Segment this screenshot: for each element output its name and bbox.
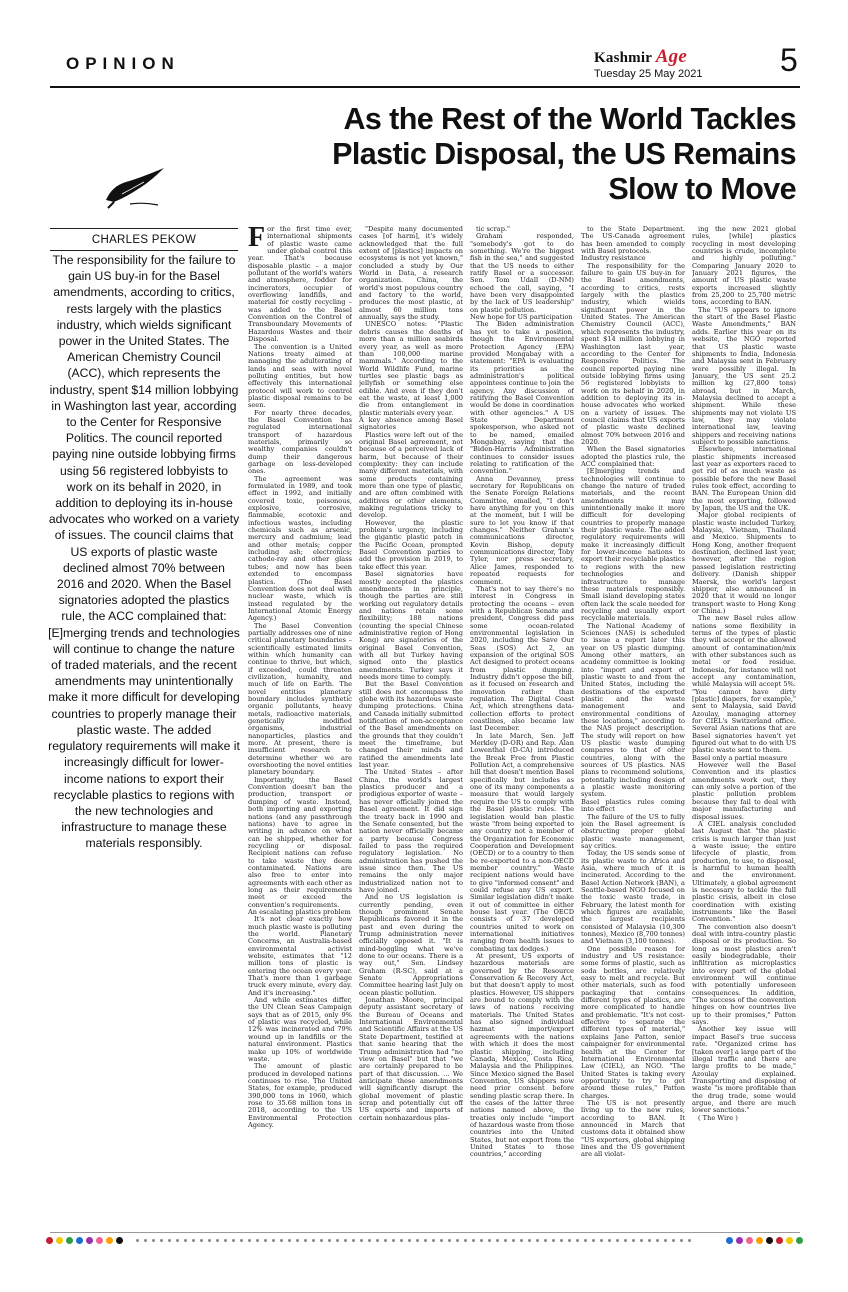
paragraph: However, the plastic problem's urgency, including the gigantic plastic patch in the Pacific Ocean, prompted Basel Convention parties to add the provision in 2019, to take effect this year. xyxy=(359,518,463,571)
separator-dot xyxy=(240,1239,243,1242)
subheading: Basel only a partial measure xyxy=(692,753,788,762)
separator-dot xyxy=(664,1239,667,1242)
paragraph: The National Academy of Sciences (NAS) is scheduled to issue a report later this year on US plastic dumping. Among other matters, an academy committee is looking into "import and export of plastic waste to and from the United States, including the destinations of the exported plastic and the waste management and environmental conditions of these locations," according to the NAS project description. The study will report on how US plastic waste dumping compares to that of other countries, along with the sources of US plastics. NAS plans to recommend solutions, potentially including design of a plastic waste monitoring system. xyxy=(581,621,685,799)
paragraph: The convention also doesn't deal with intra-country plastic disposal or its production. So long as most plastics aren't easily biodegradable, their infiltration as microplastics into every part of the global environment will continue with potentially unforeseen consequences. In addition, "The success of the convention hinges on how countries live up to their promises," Patton says. xyxy=(692,922,796,1027)
paragraph: However well the Basel Convention and its plastics amendments work out, they can only solve a portion of the plastic pollution problem because they fail to deal with major manufacturing and disposal issues. xyxy=(692,761,796,821)
separator-dot xyxy=(672,1239,675,1242)
separator-dot xyxy=(576,1239,579,1242)
separator-dot xyxy=(544,1239,547,1242)
drop-cap: F xyxy=(248,226,266,253)
separator-dot xyxy=(568,1239,571,1242)
separator-dot xyxy=(336,1239,339,1242)
pull-quote: The responsibility for the failure to gain US buy-in for the Basel amendments, according to critics, rests largely with the plastics industry, which wields significant power in the United States. The American Chemistry Council (ACC), which represents the industry, spent $14 million lobbying in Washington last year, according to the Center for Responsive Politics. The council reported paying nine outside lobbying firms using 56 registered lobbyists to work on its behalf in 2020, in addition to deploying its in-house advocates who worked on a variety of issues. The council claims that US exports of plastic waste declined almost 70% between 2016 and 2020. When the Basel signatories adopted the plastics rule, the ACC complained that: [E]merging trends and technologies will continue to change the nature of traded materials, and the recent amendments may unintentionally make it more difficult for developing countries to properly manage their plastic waste. The added regulatory requirements will make it increasingly difficult for lower-income nations to export their recyclable plastics to regions with the new technologies and infrastructure to manage these materials responsibly. xyxy=(48,253,240,851)
separator-dot xyxy=(392,1239,395,1242)
paragraph: That's not to say there's no interest in Congress in protecting the oceans – even with a Republican Senate and president, Congress did pass some ocean-related environmental legislation in 2020, including the Save Our Seas (SOS) Act 2, an expansion of the original SOS Act designed to protect oceans from plastic dumping. Industry didn't oppose the bill, as it focused on research and innovation rather than regulation. The Digital Coast Act, which strengthens data-collection efforts to protect coastlines, also became law last December. xyxy=(470,584,574,733)
separator-dot xyxy=(376,1239,379,1242)
separator-dot xyxy=(248,1239,251,1242)
paragraph: In late March, Sen. Jeff Merkley (D-OR) and Rep. Alan Lowenthal (D-CA) introduced the Break Free from Plastic Pollution Act, a comprehensive bill that doesn't mention Basel specifically but includes as one of its many components a measure that would largely require the US to comply with the Basel plastic rules. The legislation would ban plastic waste "from being exported to any country not a member of the Organization for Economic Cooperation and Development (OECD) or to a country to then be re-exported to a non-OECD member country." Waste recipient nations would have to give "informed consent" and could refuse any US export. Similar legislation didn't make it out of committee in either house last year. (The OECD consists of 37 developed countries united to work on international initiatives ranging from health issues to combating tax dodges.) xyxy=(470,731,574,953)
color-dot xyxy=(756,1237,763,1244)
paragraph: Basel signatories have mostly accepted the plastics amendments in principle, though the parties are still working out regulatory details and nations retain some flexibility; 188 nations (counting the special Chinese administrative region of Hong Kong) are signatories of the original Basel Convention, with all but Turkey having signed onto the plastics amendments. Turkey says it needs more time to comply. xyxy=(359,570,463,681)
separator-dot xyxy=(632,1239,635,1242)
separator-dot xyxy=(152,1239,155,1242)
separator-dot xyxy=(136,1239,139,1242)
separator-dot xyxy=(288,1239,291,1242)
paragraph: "Despite many documented cases [of harm], it's widely acknowledged that the full extent of [plastics] impacts on ecosystems is not yet known," concluded a study by Our World in Data, a research organization. China, the world's most populous country and factory to the world, produces the most plastic, at almost 60 million tons annually, says the study. xyxy=(359,226,463,322)
paragraph: Elsewhere, international plastic shipments increased last year as exporters raced to get rid of as much waste as possible before the new Basel rules took effect, according to BAN. The European Union did the most exporting, followed by Japan, the US and the UK. xyxy=(692,445,796,513)
paragraph: tic scrap." xyxy=(476,226,511,233)
page-number: 5 xyxy=(780,42,798,78)
separator-dot xyxy=(440,1239,443,1242)
separator-dot xyxy=(296,1239,299,1242)
color-dot xyxy=(96,1237,103,1244)
separator-dot xyxy=(424,1239,427,1242)
separator-dot xyxy=(280,1239,283,1242)
separator-dot xyxy=(472,1239,475,1242)
paragraph: For nearly three decades, the Basel Convention has regulated international transport of hazardous materials, primarily so wealthy companies couldn't dump their dangerous garbage on less-developed ones. xyxy=(248,408,352,476)
separator-dot xyxy=(488,1239,491,1242)
color-dot xyxy=(76,1237,83,1244)
paragraph: The Basel Convention partially addresses one of nine critical planetary boundaries – scientifically estimated limits within which humanity can continue to thrive, but which, if exceeded, could threaten civilization, humanity, and much of life on Earth. The novel entities planetary boundary includes synthetic organic pollutants, heavy metals, radioactive materials, genetically modified organisms, industrial nanoparticles, plastics and more. At present, there is insufficient research to determine whether we are overshooting the novel entities planetary boundary. xyxy=(248,621,352,777)
paragraph: The Biden administration has yet to take a position, though the Environmental Protection Agency (EPA) provided Mongabay with a statement: "EPA is evaluating its priorities as the administration's political appointees continue to join the agency. Any discussion of ratifying the Basel Convention would be done in coordination with other agencies." A US State Department spokesperson, who asked not to be named, emailed Mongabay, saying that the "Biden-Harris Administration continues to consider issues relating to ratification of the convention." xyxy=(470,320,574,476)
article-column-3 xyxy=(470,226,574,1226)
color-dot xyxy=(116,1237,123,1244)
paragraph: The responsibility for the failure to gain US buy-in for the Basel amendments, according to critics, rests largely with the plastics industry, which wields significant power in the United States. The American Chemistry Council (ACC), which represents the industry, spent $14 million lobbying in Washington last year, according to the Center for Responsive Politics. The council reported paying nine outside lobbying firms using 56 registered lobbyists to work on its behalf in 2020, in addition to deploying its in-house advocates who worked on a variety of issues. The council claims that US exports of plastic waste declined almost 70% between 2016 and 2020. xyxy=(581,261,685,446)
separator-dot xyxy=(600,1239,603,1242)
separator-dot xyxy=(344,1239,347,1242)
paragraph: The failure of the US to fully join the Basel agreement is obstructing proper global plastic waste management, say critics. xyxy=(581,812,685,850)
separator-dot xyxy=(496,1239,499,1242)
separator-dot xyxy=(384,1239,387,1242)
paragraph: Another key issue will impact Basel's true success rate. "Organized crime has [taken over] a large part of the illegal traffic and there are large profits to be made," Azoulay explained. Transporting and disposing of waste "is more profitable than the drug trade, some would argue, and there are much lower sanctions." xyxy=(692,1025,796,1115)
separator-dot xyxy=(608,1239,611,1242)
color-dot xyxy=(776,1237,783,1244)
footer-color-dots xyxy=(46,1237,802,1245)
separator-dot xyxy=(648,1239,651,1242)
separator-dot xyxy=(208,1239,211,1242)
color-dot xyxy=(796,1237,803,1244)
separator-dot xyxy=(656,1239,659,1242)
footer-rule xyxy=(50,1232,800,1233)
separator-dot xyxy=(528,1239,531,1242)
separator-dot xyxy=(304,1239,307,1242)
brand-age: Age xyxy=(655,46,687,67)
paragraph: UNESCO notes: "Plastic debris causes the deaths of more than a million seabirds every year, as well as more than 100,000 marine mammals." According to the World Wildlife Fund, marine turtles see plastic bags as jellyfish or something else edible. And even if they don't eat the waste, at least 1,000 die from entanglement in plastic materials every year. xyxy=(359,320,463,417)
paragraph: For the first time ever, international shipments of plastic waste came under global control this year. That's because disposable plastic – a major pollutant of the world's waters and atmosphere, fodder for incinerators, occupier of overflowing landfills, and material for costly recycling – was added to the Basel Convention on the Control of Transboundary Movements of Hazardous Wastes and their Disposal. xyxy=(248,226,352,344)
color-dot xyxy=(106,1237,113,1244)
separator-dot xyxy=(184,1239,187,1242)
paragraph: Graham responded, "somebody's got to do something. We're the biggest fish in the sea," and suggested that the US needs to either ratify Basel or a successor. Sen. Tom Udall (D-NM) echoed the call, saying, "I have been very disappointed by the lack of US leadership" on plastic pollution. xyxy=(470,232,574,314)
paragraph: The United States – after China, the world's largest plastics producer and a prodigious exporter of waste – has never officially joined the Basel agreement. It did sign the treaty back in 1990 and the Senate consented, but the nation never officially became a party because Congress failed to pass the required regulatory legislation. No administration has pushed the issue since then. The US remains the only major industrialized nation not to have joined. xyxy=(359,768,463,894)
article-column-2 xyxy=(359,226,463,1226)
header-rule xyxy=(50,86,800,88)
color-dot xyxy=(736,1237,743,1244)
color-dot xyxy=(66,1237,73,1244)
separator-dot xyxy=(368,1239,371,1242)
article-column-5 xyxy=(692,226,796,1226)
color-dot xyxy=(46,1237,53,1244)
paragraph: And while estimates differ, the UN Clean Seas Campaign says that as of 2015, only 9% of plastic was recycled, while 12% was incinerated and 79% wound up in landfills or the natural environment. Plastics make up 10% of worldwide waste. xyxy=(248,996,352,1063)
separator-dot xyxy=(160,1239,163,1242)
masthead xyxy=(594,46,786,84)
paragraph: The new Basel rules allow nations some flexibility in terms of the types of plastic they will accept or the allowed amount of contamination/mix with other substances such as metal or food residue. Indonesia, for instance will not accept any contamination, while Malaysia will accept 5%. "You cannot have dirty [plastic] diapers, for example," sent to Malaysia, said David Azoulay, managing attorney for CIEL's Switzerland office. Several Asian nations that are Basel signatories haven't yet figured out what to do with US plastic waste sent to them. xyxy=(692,614,796,755)
separator-dot xyxy=(552,1239,555,1242)
color-dot xyxy=(56,1237,63,1244)
separator-dot xyxy=(512,1239,515,1242)
paragraph: Jonathan Moore, principal deputy assistant secretary of the Bureau of Oceans and International Environmental and Scientific Affairs at the US State Department, testified at that same hearing that the Trump administration had "no view on Basel" but that "we are certainly prepared to be part of that discussion. ... We anticipate these amendments will significantly disrupt the global movement of plastic scrap and potentially cut off US exports and imports of certain nonhazardous plas- xyxy=(359,996,463,1122)
separator-dot xyxy=(432,1239,435,1242)
brand-name: Kashmir xyxy=(594,50,652,66)
article-column-4 xyxy=(581,226,685,1226)
separator-dot xyxy=(176,1239,179,1242)
separator-dot xyxy=(320,1239,323,1242)
paragraph: ing the new 2021 global rules, [while] plastics recycling in most developing countries is crude, incomplete and highly polluting." Comparing January 2020 to January 2021 figures, the amount of US plastic waste exports increased slightly from 25,200 to 25,700 metric tons, according to BAN. xyxy=(692,226,796,307)
separator-dot xyxy=(200,1239,203,1242)
separator-dot xyxy=(232,1239,235,1242)
separator-dot xyxy=(456,1239,459,1242)
separator-dot xyxy=(144,1239,147,1242)
separator-dot xyxy=(352,1239,355,1242)
paragraph: And no US legislation is currently pending, even though prominent Senate Republicans favored it in the past and even during the Trump administration never officially opposed it. "It is mind-boggling what we've done to our oceans. There is a way out," Sen. Lindsey Graham (R-SC), said at a Senate Appropriations Committee hearing last July on ocean plastic pollution. xyxy=(359,893,463,997)
color-dot xyxy=(786,1237,793,1244)
color-dot xyxy=(86,1237,93,1244)
headline: As the Rest of the World Tackles Plastic Disposal, the US Remains Slow to Move xyxy=(332,102,796,206)
separator-dot xyxy=(624,1239,627,1242)
subheading: Industry resistance xyxy=(581,254,646,263)
paragraph: [E]merging trends and technologies will continue to change the nature of traded materials, and the recent amendments may unintentionally make it more difficult for developing countries to properly manage their plastic waste. The added regulatory requirements will make it increasingly difficult for lower-income nations to export their recyclable plastics to regions with the new technologies and infrastructure to manage these materials responsibly. Small island developing states often lack the scale needed for recycling and usually export recyclable materials. xyxy=(581,467,685,623)
paragraph: The "US appears to ignore the start of the Basel Plastic Waste Amendments," BAN adds. Earlier this year on its website, the NGO reported that US plastic waste shipments to India, Indonesia and Malaysia sent in February were possibly illegal. In January, the US sent 25.2 million kg (27,800 tons) abroad, but in March, Malaysia declined to accept a shipment. While these shipments may not violate US law, they may violate international law, leaving shippers and receiving nations subject to possible sanctions. xyxy=(692,305,796,446)
separator-dot xyxy=(360,1239,363,1242)
paragraph: It's not clear exactly how much plastic waste is polluting the world. Planetary Concerns, an Australia-based environmental activist website, estimates that "12 million tons of plastic is entering the ocean every year. That's more than 1 garbage truck every minute, every day. And it's increasing." xyxy=(248,915,352,997)
separator-dot xyxy=(272,1239,275,1242)
separator-dot xyxy=(480,1239,483,1242)
separator-dot xyxy=(312,1239,315,1242)
separator-dot xyxy=(408,1239,411,1242)
publication-brand xyxy=(594,46,687,68)
paragraph: But the Basel Convention still does not encompass the globe with its hazardous waste dumping protections. China and Canada initially submitted notification of non-acceptance of the Basel amendments on the grounds that they couldn't meet the timeframe, but changed their minds and ratified the amendments late last year. xyxy=(359,680,463,770)
separator-dot xyxy=(464,1239,467,1242)
separator-dot xyxy=(216,1239,219,1242)
separator-dot xyxy=(640,1239,643,1242)
separator-dot xyxy=(616,1239,619,1242)
subheading: Basel plastics rules coming into effect xyxy=(581,797,685,814)
subheading: New hope for US participation xyxy=(470,313,573,322)
byline xyxy=(50,228,238,251)
separator-dot xyxy=(192,1239,195,1242)
paragraph: When the Basel signatories adopted the plastics rule, the ACC complained that: xyxy=(581,445,685,468)
separator-dot xyxy=(688,1239,691,1242)
separator-dot xyxy=(224,1239,227,1242)
separator-dot xyxy=(168,1239,171,1242)
author-name: CHARLES PEKOW xyxy=(91,234,197,246)
paragraph: The convention is a United Nations treaty aimed at managing the adulterating of lands and seas with novel polluting entities, but how effectively this international protocol will work to control plastic disposal remains to be seen. xyxy=(248,342,352,410)
paragraph: The amount of plastic produced in developed nations continues to rise. The United States, for example, produced 390,000 tons in 1960, which rose to 35.68 million tons in 2018, according to the US Environmental Protection Agency. xyxy=(248,1062,352,1129)
separator-dot xyxy=(416,1239,419,1242)
separator-dot xyxy=(328,1239,331,1242)
separator-dot xyxy=(520,1239,523,1242)
separator-dot xyxy=(560,1239,563,1242)
separator-dot xyxy=(448,1239,451,1242)
separator-dot xyxy=(536,1239,539,1242)
quill-pen-icon xyxy=(100,164,170,210)
subheading: A key absence among Basel signatories xyxy=(359,415,463,432)
article-column-1 xyxy=(248,226,352,1226)
paragraph: to the State Department. The US-Canada agreement has been amended to comply with Basel protocols. xyxy=(581,226,685,256)
byline-rule-bottom xyxy=(50,250,238,251)
separator-dot xyxy=(680,1239,683,1242)
color-dot xyxy=(766,1237,773,1244)
paragraph: The US is not presently living up to the new rules, according to BAN. It announced in March that customs data it obtained show "US exporters, global shipping lines and the US government are all violat- xyxy=(581,1098,685,1159)
separator-dot xyxy=(264,1239,267,1242)
paragraph: A CIEL analysis concluded last August that "the plastic crisis is much larger than just a waste issue; the entire lifecycle of plastic, from production, to use, to disposal, is harmful to human health and the environment. Ultimately, a global agreement is necessary to tackle the full plastic crisis, albeit in close coordination with existing instruments like the Basel Convention." xyxy=(692,819,796,924)
paragraph: Anna Devanney, press secretary for Republicans on the Senate Foreign Relations Committee, emailed, "I don't have anything for you on this at the moment, but I will be sure to let you know if that changes." Neither Graham's communications director, Kevin Bishop, deputy communications director, Toby Tyler, nor press secretary, Alice James, responded to repeated requests for comment. xyxy=(470,474,574,586)
color-dot xyxy=(746,1237,753,1244)
issue-date: Tuesday 25 May 2021 xyxy=(594,68,703,80)
paragraph: ( The Wire ) xyxy=(698,1113,738,1122)
separator-dot xyxy=(400,1239,403,1242)
separator-dot xyxy=(256,1239,259,1242)
paragraph: One possible reason for industry and US resistance: some forms of plastic, such as soda bottles, are relatively easy to melt and recycle. But other materials, such as food packaging that contains different types of plastics, are more complicated to handle and problematic. "It's not cost-effective to separate the different types of material," explains Jane Patton, senior campaigner for environmental health at the Center for International Environmental Law (CIEL), an NGO. "The United States is taking every opportunity to try to get around these rules," Patton charges. xyxy=(581,944,685,1100)
separator-dot xyxy=(592,1239,595,1242)
color-dot xyxy=(726,1237,733,1244)
paragraph: Today, the US sends some of its plastic waste to Africa and Asia, where much of it is incinerated. According to the Basel Action Network (BAN), a Seattle-based NGO focused on the toxic waste trade, in February, the latest month for which figures are available, the largest recipients consisted of Malaysia (10,300 tonnes), Mexico (8,700 tonnes) and Vietnam (3,100 tonnes). xyxy=(581,849,685,946)
paragraph: Plastics were left out of the original Basel agreement, not because of a perceived lack of harm, but because of their complexity: they can include many different materials, with some products containing more than one type of plastic, and are often combined with additives or other elements, making regulations tricky to develop. xyxy=(359,430,463,520)
paragraph: At present, US exports of hazardous materials are governed by the Resource Conservation & Recovery Act, but that doesn't apply to most plastics. However, US shippers are bound to comply with the laws of nations receiving materials. The United States has also signed individual hazmat import/export agreements with the nations with which it does the most plastic shipping, including Canada, Mexico, Costa Rica, Malaysia and the Philippines. Since Mexico signed the Basel Convention, US shippers now need prior consent before sending plastic scrap there. In the cases of the latter three nations named above, the treaties only include "import of hazardous waste from those countries into the United States, but not export from the United States to those countries," according xyxy=(470,952,574,1159)
separator-dot xyxy=(584,1239,587,1242)
paragraph: The agreement was formulated in 1989, and took effect in 1992, and initially covered toxic, poisonous, explosive, corrosive, flammable, ecotoxic and infectious wastes, including chemicals such as arsenic, mercury and cadmium; lead and other metals; copper including ash; electronics; cathode-ray and other glass tubes; and now has been extended to encompass plastics. (The Basel Convention does not deal with nuclear waste, which is instead regulated by the International Atomic Energy Agency.) xyxy=(248,474,352,623)
separator-dot xyxy=(504,1239,507,1242)
section-label: OPINION xyxy=(66,54,180,73)
paragraph: Major global recipients of plastic waste included Turkey, Malaysia, Vietnam, Thailand and Mexico. Shipments to Hong Kong, another frequent destination, declined last year, however, after the region passed legislation restricting delivery. (Danish shipper Maersk, the world's largest shipper, also announced in 2020 that it would no longer transport waste to Hong Kong or China.) xyxy=(692,511,796,615)
paragraph: Importantly, the Basel Convention doesn't ban the production, transport or dumping of waste. Instead, both importing and exporting nations (and any passthrough nations) have to agree in writing in advance on what can be shipped, whether for recycling or disposal. Recipient nations can refuse to take waste they deem contaminated. Nations are also free to enter into agreements with each other as long as their requirements meet or exceed the convention's requirements. xyxy=(248,775,352,909)
subheading: An escalating plastics problem xyxy=(248,907,351,916)
